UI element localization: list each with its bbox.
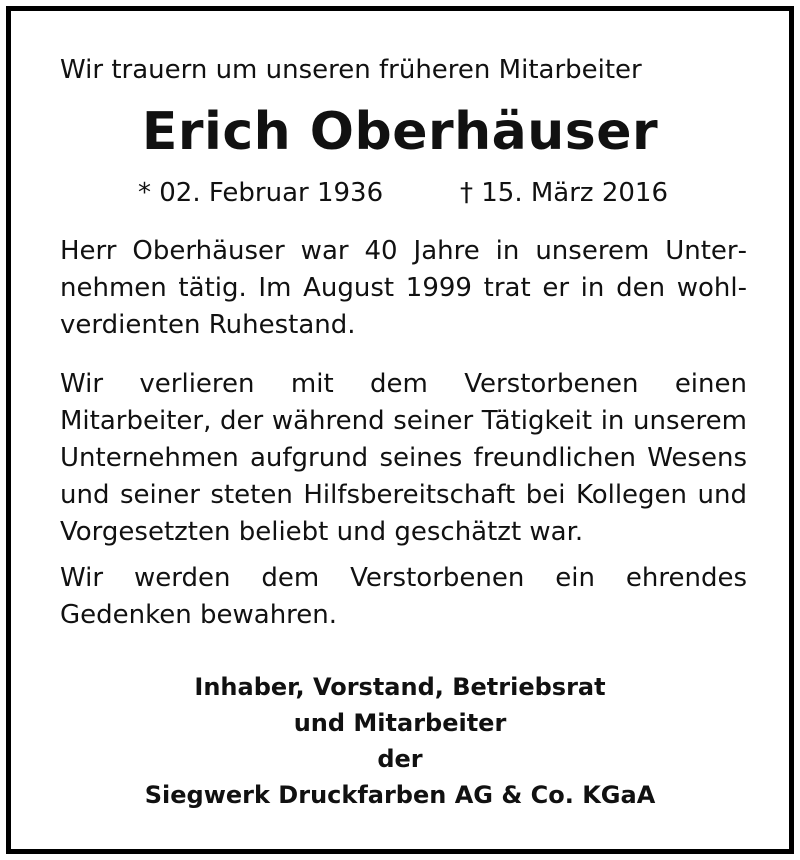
company-name: Siegwerk Druckfarben AG & Co. KGaA (144, 781, 656, 809)
paragraph-tribute: Wir verlieren mit dem Verstorbenen einen Mitarbeiter, der während seiner Tätigkeit in unserem Unternehmen aufgrund seines freundlichen Wesens und seiner steten Hilfsbereitschaft bei Kollegen und Vorgesetzten beliebt und geschätzt war. (60, 369, 747, 547)
deceased-name: Erich Oberhäuser (141, 102, 659, 162)
death-date: † 15. März 2016 (460, 178, 669, 208)
signature-line: der (377, 745, 423, 773)
obituary-notice (6, 6, 794, 854)
signature-block (11, 669, 789, 813)
paragraph-career: Herr Oberhäuser war 40 Jahre in unserem Unternehmen tätig. Im August 1999 trat er in den wohlverdienten Ruhestand. (60, 236, 747, 340)
birth-date: * 02. Februar 1936 (138, 178, 384, 208)
paragraph-remembrance: Wir werden dem Verstorbenen ein ehrendes Gedenken bewahren. (60, 563, 747, 630)
intro-text: Wir trauern um unseren früheren Mitarbeiter (60, 55, 642, 85)
life-dates (11, 177, 789, 209)
signature-line: und Mitarbeiter (293, 709, 507, 737)
signature-line: Inhaber, Vorstand, Betriebsrat (194, 673, 606, 701)
